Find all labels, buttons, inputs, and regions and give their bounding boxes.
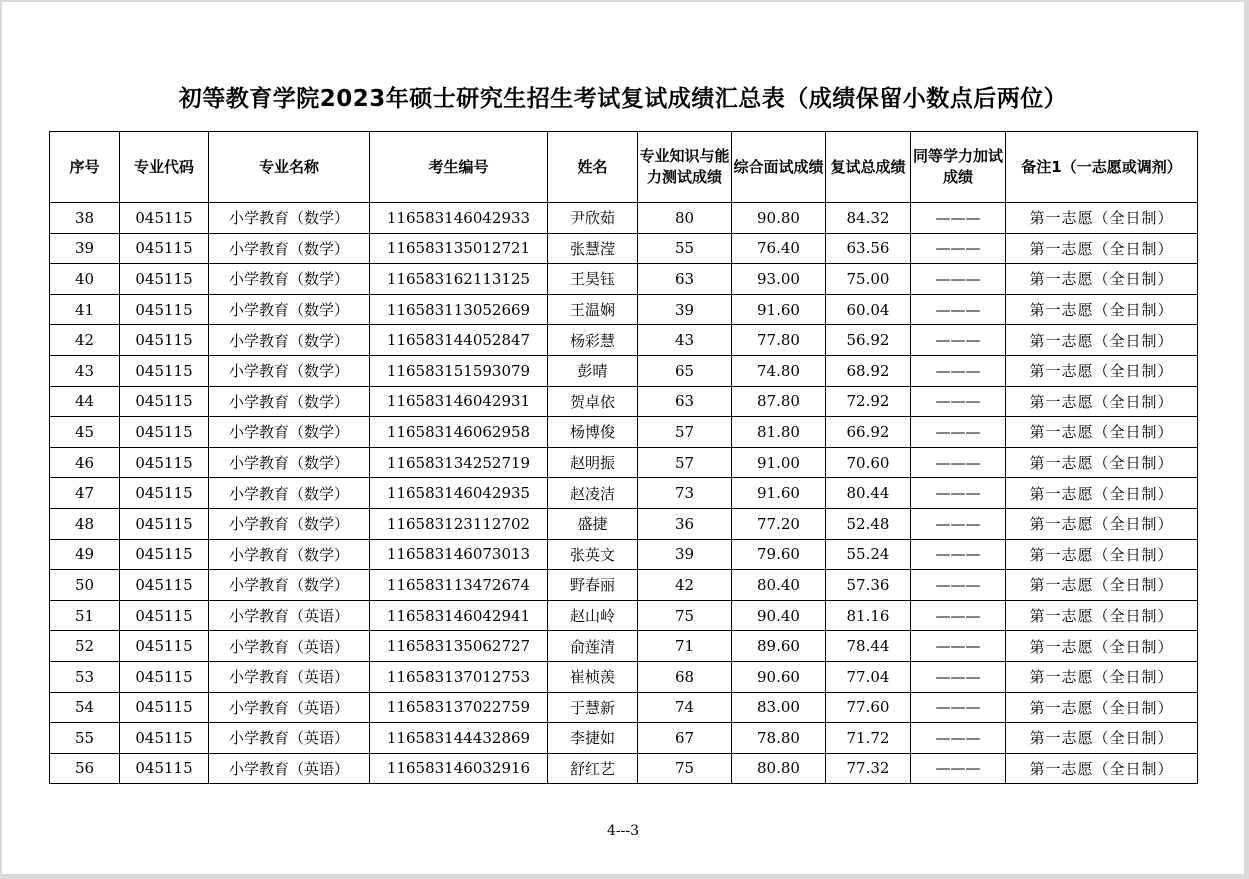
cell-note: 第一志愿（全日制） (1006, 539, 1198, 570)
cell-name: 杨博俊 (548, 417, 638, 448)
header-extra-test-score: 同等学力加试成绩 (911, 132, 1006, 203)
cell-major-code: 045115 (120, 631, 209, 662)
cell-candidate-id: 116583151593079 (370, 355, 548, 386)
cell-extra-test-score: ——— (911, 600, 1006, 631)
cell-major-code: 045115 (120, 447, 209, 478)
cell-major-name: 小学教育（数学） (209, 355, 370, 386)
cell-major-name: 小学教育（数学） (209, 508, 370, 539)
cell-major-code: 045115 (120, 355, 209, 386)
cell-major-name: 小学教育（数学） (209, 233, 370, 264)
cell-major-code: 045115 (120, 723, 209, 754)
cell-interview-score: 79.60 (732, 539, 826, 570)
cell-name: 崔桢羡 (548, 661, 638, 692)
cell-note: 第一志愿（全日制） (1006, 233, 1198, 264)
cell-knowledge-score: 42 (638, 570, 732, 601)
cell-knowledge-score: 75 (638, 753, 732, 784)
cell-extra-test-score: ——— (911, 203, 1006, 234)
cell-note: 第一志愿（全日制） (1006, 600, 1198, 631)
cell-knowledge-score: 55 (638, 233, 732, 264)
cell-knowledge-score: 43 (638, 325, 732, 356)
cell-interview-score: 87.80 (732, 386, 826, 417)
table-row (50, 386, 1198, 417)
cell-name: 赵凌洁 (548, 478, 638, 509)
cell-interview-score: 77.80 (732, 325, 826, 356)
cell-major-code: 045115 (120, 294, 209, 325)
cell-note: 第一志愿（全日制） (1006, 478, 1198, 509)
cell-knowledge-score: 71 (638, 631, 732, 662)
header-note: 备注1（一志愿或调剂） (1006, 132, 1198, 203)
cell-note: 第一志愿（全日制） (1006, 294, 1198, 325)
cell-name: 张慧滢 (548, 233, 638, 264)
cell-candidate-id: 116583146073013 (370, 539, 548, 570)
cell-extra-test-score: ——— (911, 508, 1006, 539)
cell-candidate-id: 116583137022759 (370, 692, 548, 723)
cell-major-code: 045115 (120, 661, 209, 692)
cell-interview-score: 91.60 (732, 478, 826, 509)
cell-major-name: 小学教育（英语） (209, 661, 370, 692)
cell-name: 尹欣茹 (548, 203, 638, 234)
cell-extra-test-score: ——— (911, 325, 1006, 356)
table-row (50, 753, 1198, 784)
cell-interview-score: 76.40 (732, 233, 826, 264)
cell-knowledge-score: 65 (638, 355, 732, 386)
cell-total-score: 60.04 (826, 294, 911, 325)
cell-knowledge-score: 57 (638, 417, 732, 448)
cell-candidate-id: 116583113472674 (370, 570, 548, 601)
cell-major-code: 045115 (120, 325, 209, 356)
document-page (2, 2, 1244, 874)
cell-total-score: 71.72 (826, 723, 911, 754)
cell-major-code: 045115 (120, 570, 209, 601)
table-row (50, 203, 1198, 234)
cell-seq: 43 (50, 355, 120, 386)
cell-major-code: 045115 (120, 233, 209, 264)
cell-note: 第一志愿（全日制） (1006, 264, 1198, 295)
cell-knowledge-score: 39 (638, 539, 732, 570)
cell-name: 盛捷 (548, 508, 638, 539)
cell-interview-score: 90.80 (732, 203, 826, 234)
cell-total-score: 70.60 (826, 447, 911, 478)
header-knowledge-score: 专业知识与能力测试成绩 (638, 132, 732, 203)
cell-interview-score: 81.80 (732, 417, 826, 448)
header-major-code: 专业代码 (120, 132, 209, 203)
cell-knowledge-score: 75 (638, 600, 732, 631)
cell-major-name: 小学教育（数学） (209, 539, 370, 570)
cell-interview-score: 90.60 (732, 661, 826, 692)
cell-name: 野春丽 (548, 570, 638, 601)
cell-knowledge-score: 80 (638, 203, 732, 234)
cell-knowledge-score: 57 (638, 447, 732, 478)
cell-major-code: 045115 (120, 264, 209, 295)
cell-seq: 42 (50, 325, 120, 356)
cell-knowledge-score: 73 (638, 478, 732, 509)
cell-total-score: 57.36 (826, 570, 911, 601)
cell-note: 第一志愿（全日制） (1006, 631, 1198, 662)
cell-note: 第一志愿（全日制） (1006, 417, 1198, 448)
cell-total-score: 80.44 (826, 478, 911, 509)
cell-note: 第一志愿（全日制） (1006, 661, 1198, 692)
cell-seq: 55 (50, 723, 120, 754)
cell-total-score: 68.92 (826, 355, 911, 386)
table-row (50, 478, 1198, 509)
cell-major-name: 小学教育（数学） (209, 478, 370, 509)
cell-interview-score: 89.60 (732, 631, 826, 662)
cell-major-name: 小学教育（英语） (209, 753, 370, 784)
header-name: 姓名 (548, 132, 638, 203)
cell-interview-score: 93.00 (732, 264, 826, 295)
cell-knowledge-score: 63 (638, 386, 732, 417)
cell-total-score: 55.24 (826, 539, 911, 570)
cell-major-code: 045115 (120, 386, 209, 417)
cell-seq: 47 (50, 478, 120, 509)
cell-extra-test-score: ——— (911, 570, 1006, 601)
cell-major-code: 045115 (120, 600, 209, 631)
table-row (50, 600, 1198, 631)
cell-total-score: 84.32 (826, 203, 911, 234)
cell-major-code: 045115 (120, 417, 209, 448)
cell-interview-score: 80.80 (732, 753, 826, 784)
cell-major-code: 045115 (120, 539, 209, 570)
table-body (50, 203, 1198, 784)
cell-extra-test-score: ——— (911, 692, 1006, 723)
cell-total-score: 77.60 (826, 692, 911, 723)
cell-major-name: 小学教育（英语） (209, 600, 370, 631)
cell-seq: 44 (50, 386, 120, 417)
cell-total-score: 72.92 (826, 386, 911, 417)
cell-seq: 39 (50, 233, 120, 264)
cell-seq: 41 (50, 294, 120, 325)
cell-extra-test-score: ——— (911, 447, 1006, 478)
cell-note: 第一志愿（全日制） (1006, 692, 1198, 723)
cell-candidate-id: 116583146042931 (370, 386, 548, 417)
cell-name: 张英文 (548, 539, 638, 570)
page-title: 初等教育学院2023年硕士研究生招生考试复试成绩汇总表（成绩保留小数点后两位） (178, 86, 1068, 112)
header-seq: 序号 (50, 132, 120, 203)
cell-total-score: 77.32 (826, 753, 911, 784)
table-row (50, 355, 1198, 386)
cell-name: 彭晴 (548, 355, 638, 386)
table-row (50, 631, 1198, 662)
cell-candidate-id: 116583146042935 (370, 478, 548, 509)
table-row (50, 539, 1198, 570)
cell-seq: 49 (50, 539, 120, 570)
cell-note: 第一志愿（全日制） (1006, 508, 1198, 539)
cell-candidate-id: 116583146032916 (370, 753, 548, 784)
table-row (50, 447, 1198, 478)
table-row (50, 233, 1198, 264)
cell-seq: 40 (50, 264, 120, 295)
cell-extra-test-score: ——— (911, 631, 1006, 662)
cell-extra-test-score: ——— (911, 723, 1006, 754)
cell-seq: 50 (50, 570, 120, 601)
cell-seq: 52 (50, 631, 120, 662)
header-major-name: 专业名称 (209, 132, 370, 203)
cell-total-score: 63.56 (826, 233, 911, 264)
cell-major-code: 045115 (120, 203, 209, 234)
cell-candidate-id: 116583123112702 (370, 508, 548, 539)
cell-seq: 45 (50, 417, 120, 448)
score-table (49, 131, 1198, 784)
cell-name: 赵山岭 (548, 600, 638, 631)
cell-major-code: 045115 (120, 478, 209, 509)
cell-candidate-id: 116583137012753 (370, 661, 548, 692)
table-header-row (50, 132, 1198, 203)
cell-major-name: 小学教育（数学） (209, 294, 370, 325)
cell-interview-score: 78.80 (732, 723, 826, 754)
cell-name: 于慧新 (548, 692, 638, 723)
cell-note: 第一志愿（全日制） (1006, 570, 1198, 601)
cell-total-score: 52.48 (826, 508, 911, 539)
cell-knowledge-score: 68 (638, 661, 732, 692)
cell-major-name: 小学教育（数学） (209, 386, 370, 417)
cell-interview-score: 80.40 (732, 570, 826, 601)
cell-major-name: 小学教育（数学） (209, 325, 370, 356)
cell-note: 第一志愿（全日制） (1006, 447, 1198, 478)
cell-name: 俞莲清 (548, 631, 638, 662)
cell-extra-test-score: ——— (911, 386, 1006, 417)
cell-major-name: 小学教育（数学） (209, 203, 370, 234)
cell-note: 第一志愿（全日制） (1006, 723, 1198, 754)
table-row (50, 661, 1198, 692)
cell-extra-test-score: ——— (911, 264, 1006, 295)
cell-knowledge-score: 67 (638, 723, 732, 754)
cell-seq: 53 (50, 661, 120, 692)
table-row (50, 692, 1198, 723)
cell-major-name: 小学教育（英语） (209, 631, 370, 662)
cell-extra-test-score: ——— (911, 661, 1006, 692)
cell-seq: 54 (50, 692, 120, 723)
cell-name: 王温娴 (548, 294, 638, 325)
cell-seq: 56 (50, 753, 120, 784)
cell-extra-test-score: ——— (911, 539, 1006, 570)
table-row (50, 264, 1198, 295)
cell-major-code: 045115 (120, 692, 209, 723)
cell-total-score: 78.44 (826, 631, 911, 662)
cell-major-name: 小学教育（数学） (209, 264, 370, 295)
header-interview-score: 综合面试成绩 (732, 132, 826, 203)
cell-candidate-id: 116583162113125 (370, 264, 548, 295)
cell-interview-score: 83.00 (732, 692, 826, 723)
table-row (50, 417, 1198, 448)
cell-name: 赵明振 (548, 447, 638, 478)
cell-total-score: 56.92 (826, 325, 911, 356)
cell-note: 第一志愿（全日制） (1006, 325, 1198, 356)
cell-interview-score: 91.60 (732, 294, 826, 325)
table-row (50, 723, 1198, 754)
cell-name: 贺卓依 (548, 386, 638, 417)
cell-note: 第一志愿（全日制） (1006, 203, 1198, 234)
cell-total-score: 66.92 (826, 417, 911, 448)
cell-extra-test-score: ——— (911, 233, 1006, 264)
cell-interview-score: 91.00 (732, 447, 826, 478)
cell-note: 第一志愿（全日制） (1006, 753, 1198, 784)
cell-major-name: 小学教育（英语） (209, 723, 370, 754)
cell-major-code: 045115 (120, 508, 209, 539)
cell-candidate-id: 116583146042941 (370, 600, 548, 631)
cell-total-score: 77.04 (826, 661, 911, 692)
cell-interview-score: 90.40 (732, 600, 826, 631)
header-total-score: 复试总成绩 (826, 132, 911, 203)
page-number: 4---3 (606, 823, 639, 839)
header-candidate-id: 考生编号 (370, 132, 548, 203)
cell-knowledge-score: 39 (638, 294, 732, 325)
cell-extra-test-score: ——— (911, 753, 1006, 784)
cell-candidate-id: 116583135062727 (370, 631, 548, 662)
cell-major-name: 小学教育（数学） (209, 447, 370, 478)
cell-name: 王昊钰 (548, 264, 638, 295)
cell-seq: 48 (50, 508, 120, 539)
cell-note: 第一志愿（全日制） (1006, 355, 1198, 386)
cell-seq: 46 (50, 447, 120, 478)
cell-knowledge-score: 36 (638, 508, 732, 539)
cell-total-score: 75.00 (826, 264, 911, 295)
table-row (50, 325, 1198, 356)
cell-candidate-id: 116583134252719 (370, 447, 548, 478)
cell-candidate-id: 116583135012721 (370, 233, 548, 264)
table-row (50, 294, 1198, 325)
cell-extra-test-score: ——— (911, 478, 1006, 509)
cell-total-score: 81.16 (826, 600, 911, 631)
cell-major-name: 小学教育（数学） (209, 570, 370, 601)
cell-extra-test-score: ——— (911, 355, 1006, 386)
cell-candidate-id: 116583144052847 (370, 325, 548, 356)
cell-major-name: 小学教育（数学） (209, 417, 370, 448)
cell-candidate-id: 116583146042933 (370, 203, 548, 234)
cell-major-code: 045115 (120, 753, 209, 784)
cell-candidate-id: 116583113052669 (370, 294, 548, 325)
cell-name: 李捷如 (548, 723, 638, 754)
cell-seq: 38 (50, 203, 120, 234)
cell-name: 舒红艺 (548, 753, 638, 784)
cell-interview-score: 77.20 (732, 508, 826, 539)
cell-name: 杨彩慧 (548, 325, 638, 356)
table-row (50, 570, 1198, 601)
table-row (50, 508, 1198, 539)
cell-extra-test-score: ——— (911, 294, 1006, 325)
cell-candidate-id: 116583144432869 (370, 723, 548, 754)
cell-knowledge-score: 63 (638, 264, 732, 295)
cell-knowledge-score: 74 (638, 692, 732, 723)
cell-candidate-id: 116583146062958 (370, 417, 548, 448)
cell-note: 第一志愿（全日制） (1006, 386, 1198, 417)
cell-major-name: 小学教育（英语） (209, 692, 370, 723)
cell-interview-score: 74.80 (732, 355, 826, 386)
cell-seq: 51 (50, 600, 120, 631)
cell-extra-test-score: ——— (911, 417, 1006, 448)
